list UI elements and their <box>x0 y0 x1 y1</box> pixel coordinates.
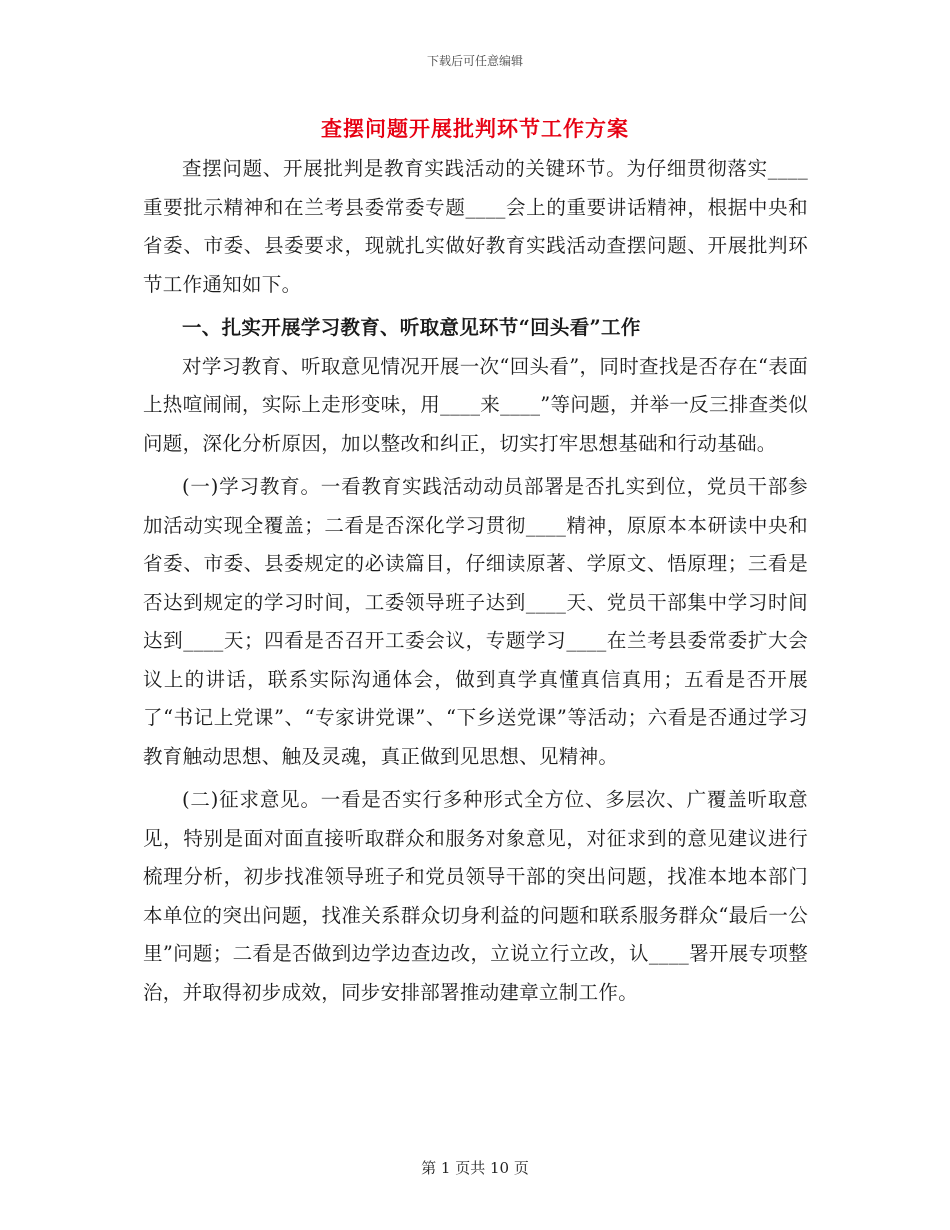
subsection-study-paragraph: (一)学习教育。一看教育实践活动动员部署是否扎实到位，党员干部参加活动实现全覆盖；二看是否深化学习贯彻____精神，原原本本研读中央和省委、市委、县委规定的必读篇目，仔细读原著、学原文、悟原理；三看是否达到规定的学习时间，工委领导班子达到____天、党员干部集中学习时间达到____天；四看是否召开工委会议，专题学习____在兰考县委常委扩大会议上的讲话，联系实际沟通体会，做到真学真懂真信真用；五看是否开展了“书记上党课”、“专家讲党课”、“下乡送党课”等活动；六看是否通过学习教育触动思想、触及灵魂，真正做到见思想、见精神。 <box>143 475 808 768</box>
page-number: 第 1 页共 10 页 <box>421 1159 529 1177</box>
section-1-paragraph: 对学习教育、听取意见情况开展一次“回头看”，同时查找是否存在“表面上热喧闹闹，实际上走形变味，用____来____”等问题，并举一反三排查类似问题，深化分析原因，加以整改和纠正，切实打牢思想基础和行动基础。 <box>143 354 808 455</box>
document-body <box>143 150 808 1017</box>
section-heading-1: 一、扎实开展学习教育、听取意见环节“回头看”工作 <box>182 316 641 339</box>
intro-paragraph: 查摆问题、开展批判是教育实践活动的关键环节。为仔细贯彻落实____重要批示精神和在兰考县委常委专题____会上的重要讲话精神，根据中央和省委、市委、县委要求，现就扎实做好教育实践活动查摆问题、开展批判环节工作通知如下。 <box>143 157 808 296</box>
subsection-opinion-paragraph: (二)征求意见。一看是否实行多种形式全方位、多层次、广覆盖听取意见，特别是面对面直接听取群众和服务对象意见，对征求到的意见建议进行梳理分析，初步找准领导班子和党员领导干部的突出问题，找准本地本部门本单位的突出问题，找准关系群众切身利益的问题和联系服务群众“最后一公里”问题；二看是否做到边学边查边改，立说立行立改，认____署开展专项整治，并取得初步成效，同步安排部署推动建章立制工作。 <box>143 788 808 1004</box>
page-header: 下载后可任意编辑 <box>426 54 523 68</box>
document-title: 查摆问题开展批判环节工作方案 <box>321 116 629 141</box>
